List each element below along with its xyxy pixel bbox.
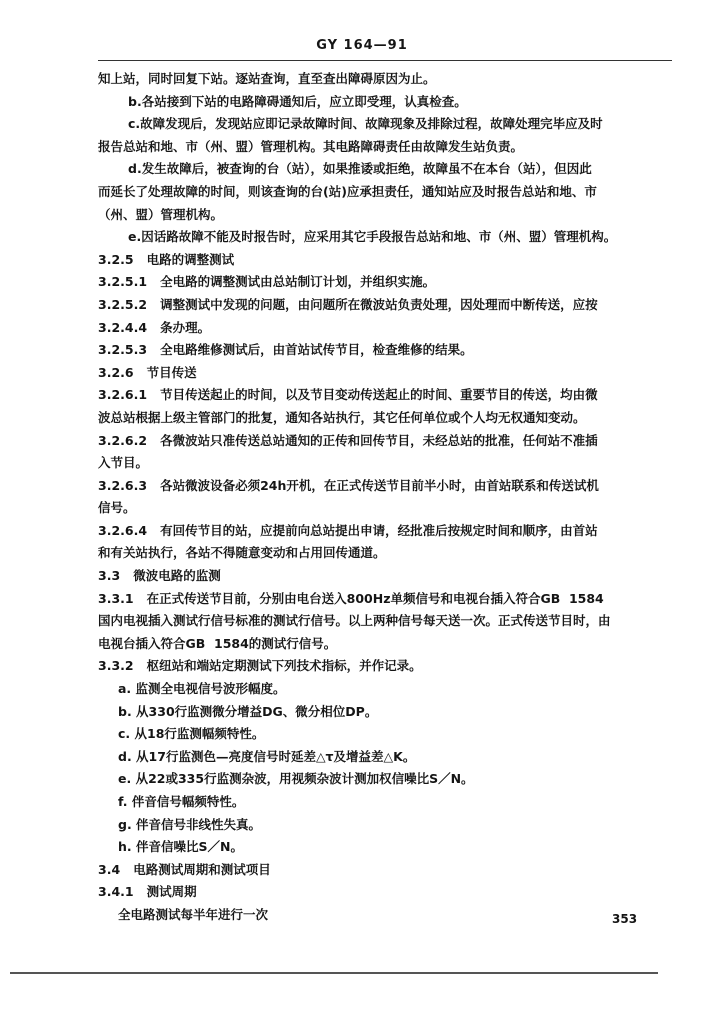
section-heading: 3.2.5 电路的调整测试 [98,251,235,267]
list-item-c: c.故障发现后，发现站应即记录故障时间、故障现象及排除过程，故障处理完毕应及时 [128,116,603,132]
list-item: f. 伴音信号幅频特性。 [118,794,245,809]
standard-number-header: GY 164—91 [316,38,408,53]
section-heading: 3.3 微波电路的监测 [98,568,221,584]
text-line: 和有关站执行，各站不得随意变动和占用回传通道。 [98,545,386,561]
clause: 3.2.6.3 各站微波设备必须24h开机，在正式传送节目前半小时，由首站联系和传送试机 [98,477,599,493]
list-item: e. 从22或335行监测杂波，用视频杂波计测加权信噪比S／N。 [118,771,474,787]
list-item-b: b.各站接到下站的电路障碍通知后，应立即受理，认真检查。 [128,93,467,109]
header-rule [98,60,672,61]
list-item-e: e.因话路故障不能及时报告时，应采用其它手段报告总站和地、市（州、盟）管理机构。 [128,229,617,245]
document-body [98,68,674,927]
clause: 3.2.5.2 调整测试中发现的问题，由问题所在微波站负责处理，因处理而中断传送，应按 [98,296,598,312]
list-item-d: d.发生故障后，被查询的台（站），如果推诿或拒绝，故障虽不在本台（站），但因此 [128,161,592,177]
text-line: 入节目。 [98,455,149,471]
clause: 3.2.5.1 全电路的调整测试由总站制订计划，并组织实施。 [98,274,436,290]
text-line: （州、盟）管理机构。 [98,206,224,222]
clause: 3.3.1 在正式传送节目前，分别由电台送入800Hz单频信号和电视台插入符合GB 1584 [98,590,604,606]
text-line: 报告总站和地、市（州、盟）管理机构。其电路障碍责任由故障发生站负责。 [98,138,524,154]
text-line: 电视台插入符合GB 1584的测试行信号。 [98,635,337,651]
section-heading: 3.4 电路测试周期和测试项目 [98,861,271,877]
text-line: 波总站根据上级主管部门的批复，通知各站执行，其它任何单位或个人均无权通知变动。 [98,409,586,425]
page-number: 353 [612,912,638,926]
list-item: a. 监测全电视信号波形幅度。 [118,681,286,697]
text-line: 全电路测试每半年进行一次 [118,906,269,922]
section-heading: 3.2.6 节目传送 [98,364,197,380]
text-line: 3.2.4.4 条办理。 [98,319,211,335]
text-line: 而延长了处理故障的时间，则该查询的台(站)应承担责任，通知站应及时报告总站和地、市 [98,183,597,199]
list-item: b. 从330行监测微分增益DG、微分相位DP。 [118,703,378,719]
list-item: g. 伴音信号非线性失真。 [118,816,262,832]
bottom-rule [10,972,658,974]
text-line: 信号。 [98,500,136,516]
clause: 3.2.6.2 各微波站只准传送总站通知的正传和回传节目，未经总站的批准，任何站不准插 [98,432,598,448]
list-item: d. 从17行监测色—亮度信号时延差△τ及增益差△K。 [118,748,416,764]
clause: 3.3.2 枢纽站和端站定期测试下列技术指标，并作记录。 [98,658,422,674]
clause: 3.2.6.4 有回传节目的站，应提前向总站提出申请，经批准后按规定时间和顺序，由首站 [98,522,598,538]
list-item: h. 伴音信噪比S／N。 [118,839,243,855]
list-item: c. 从18行监测幅频特性。 [118,726,265,742]
text-line: 知上站，同时回复下站。逐站查询，直至查出障碍原因为止。 [98,71,436,86]
section-heading: 3.4.1 测试周期 [98,884,197,900]
text-line: 国内电视插入测试行信号标准的测试行信号。以上两种信号每天送一次。正式传送节目时，由 [98,613,611,629]
clause: 3.2.5.3 全电路维修测试后，由首站试传节目，检查维修的结果。 [98,342,473,358]
clause: 3.2.6.1 节目传送起止的时间，以及节目变动传送起止的时间、重要节目的传送，均由微 [98,387,598,403]
